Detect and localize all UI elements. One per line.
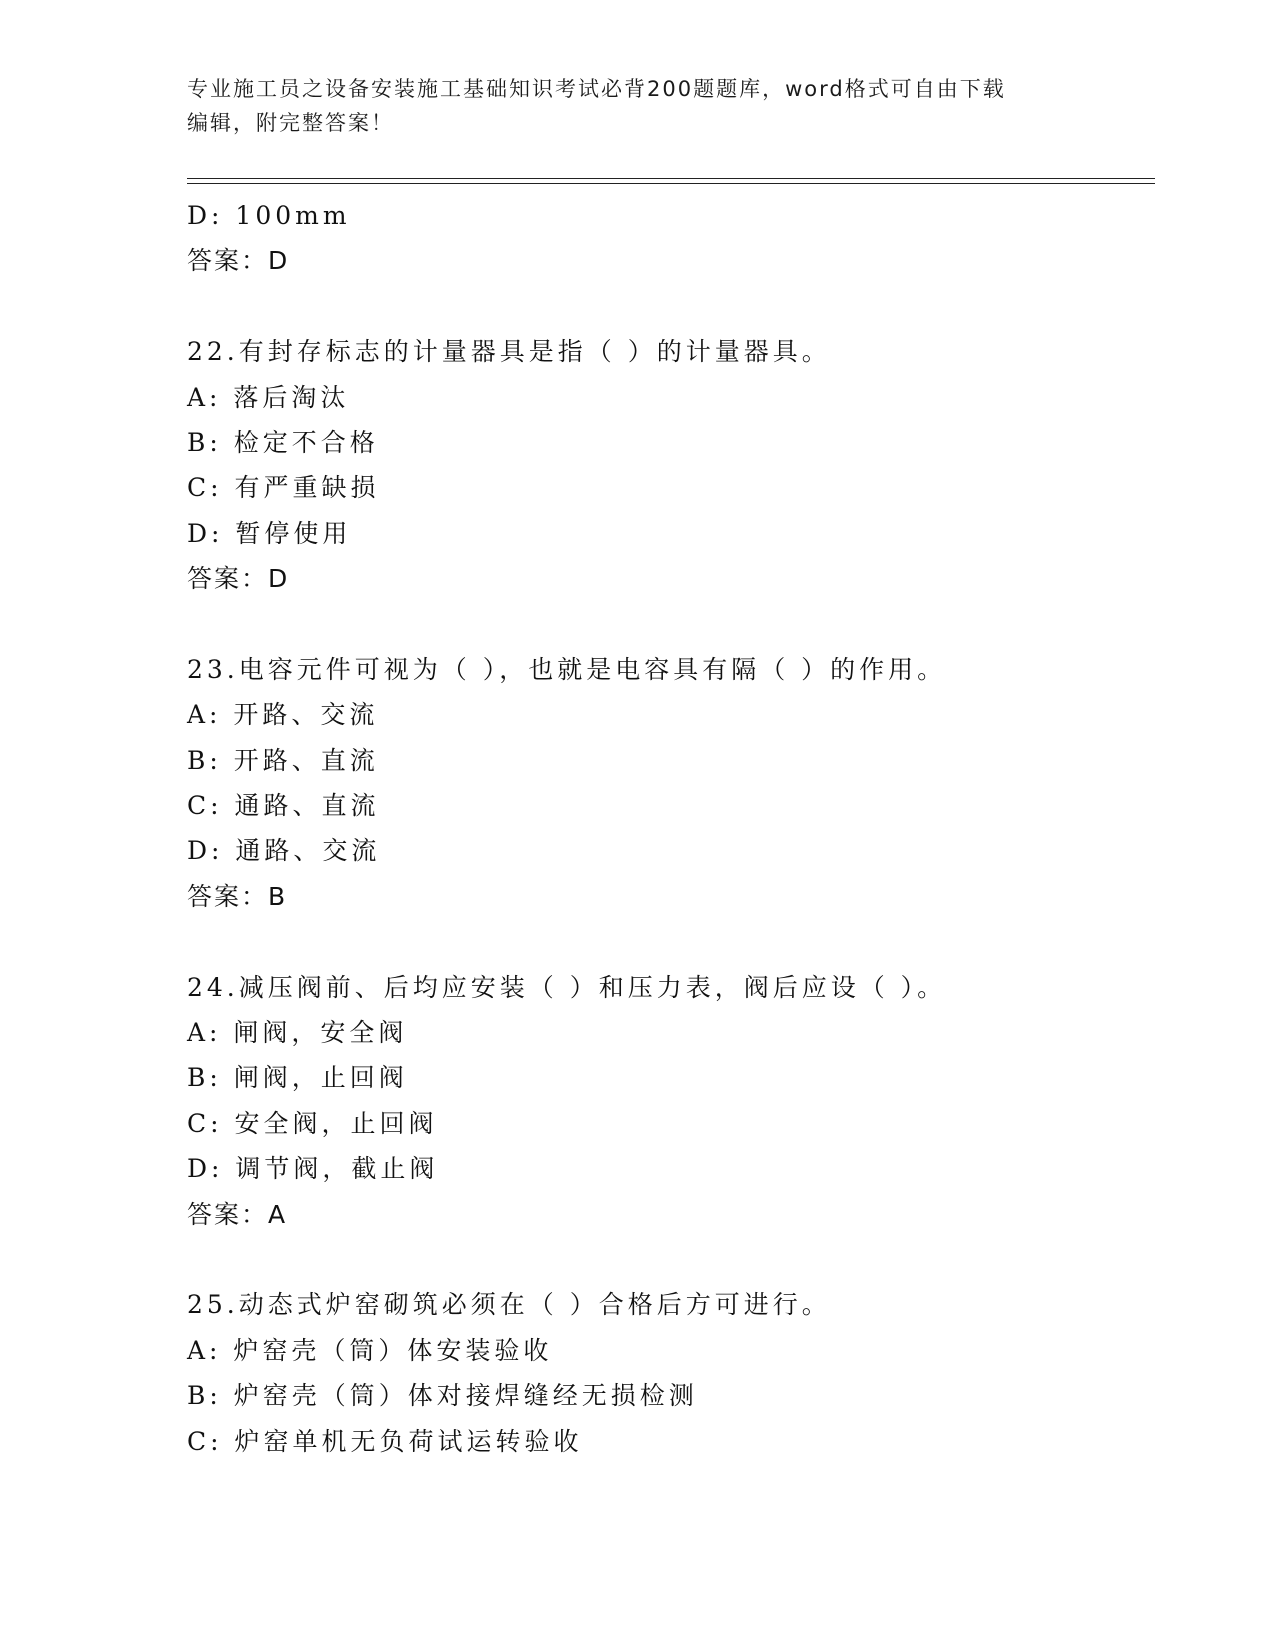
answer-line: 答案：D — [187, 246, 290, 276]
header-divider-bottom — [187, 183, 1155, 184]
question-24 — [187, 965, 1155, 1237]
spacer — [187, 284, 1155, 329]
spacer — [187, 919, 1155, 964]
option-c: C: 有严重缺损 — [187, 473, 380, 503]
option-a: A: 闸阀，安全阀 — [187, 1018, 408, 1048]
question-stem: 24.减压阀前、后均应安装（ ）和压力表，阀后应设（ ）。 — [187, 972, 947, 1002]
option-a: A: 炉窑壳（筒）体安装验收 — [187, 1335, 553, 1365]
question-stem: 25.动态式炉窑砌筑必须在（ ）合格后方可进行。 — [187, 1290, 831, 1320]
option-a: A: 开路、交流 — [187, 700, 379, 730]
option-a: A: 落后淘汰 — [187, 382, 350, 412]
option-c: C: 炉窑单机无负荷试运转验收 — [187, 1426, 583, 1456]
document-body — [187, 193, 1155, 1464]
header-line-2: 编辑，附完整答案！ — [187, 111, 394, 135]
header-divider-top — [187, 178, 1155, 179]
question-22 — [187, 329, 1155, 601]
option-b: B: 开路、直流 — [187, 745, 379, 775]
option-b: B: 闸阀，止回阀 — [187, 1063, 408, 1093]
option-d: D: 暂停使用 — [187, 518, 352, 548]
question-23 — [187, 647, 1155, 919]
option-d: D: 调节阀，截止阀 — [187, 1154, 439, 1184]
document-header — [187, 72, 1087, 140]
option-b: B: 炉窑壳（筒）体对接焊缝经无损检测 — [187, 1381, 698, 1411]
answer-line: 答案：A — [187, 1199, 288, 1229]
question-stem: 22.有封存标志的计量器具是指（ ）的计量器具。 — [187, 337, 831, 367]
question-stem: 23.电容元件可视为（ ），也就是电容具有隔（ ）的作用。 — [187, 654, 947, 684]
option-d: D: 100mm — [187, 201, 351, 230]
option-d: D: 通路、交流 — [187, 836, 381, 866]
spacer — [187, 602, 1155, 647]
answer-line: 答案：B — [187, 881, 288, 911]
answer-line: 答案：D — [187, 564, 290, 594]
spacer — [187, 1237, 1155, 1282]
option-c: C: 通路、直流 — [187, 791, 380, 821]
option-c: C: 安全阀，止回阀 — [187, 1108, 438, 1138]
question-25 — [187, 1282, 1155, 1464]
header-line-1: 专业施工员之设备安装施工基础知识考试必背200题题库，word格式可自由下载 — [187, 77, 1006, 101]
option-b: B: 检定不合格 — [187, 427, 379, 457]
